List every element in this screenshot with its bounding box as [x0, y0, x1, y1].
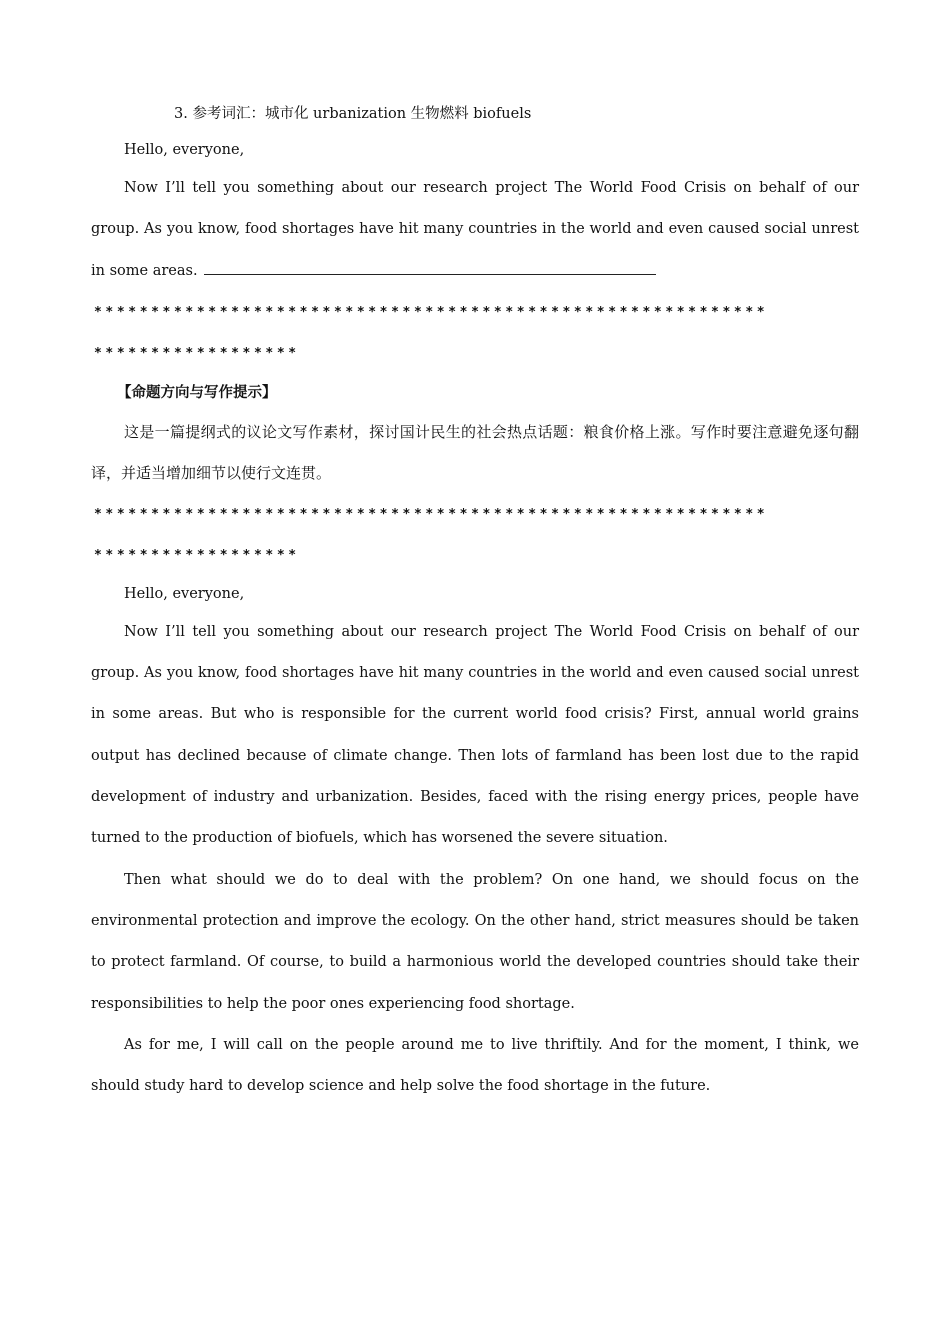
- section-heading: 【命题方向与写作提示】: [117, 384, 277, 401]
- separator-stars: ***********************************************************: [94, 506, 769, 522]
- essay-paragraph-2: Then what should we do to deal with the problem? On one hand, we should focus on the environmental protection and improve the ecology. On the other hand, strict measures should be taken to protect farmland. Of course, to build a harmonious world the developed countries should take their responsibilities to help the poor ones experiencing food shortage.: [91, 871, 859, 1012]
- separator-stars: ******************: [94, 547, 300, 563]
- document-page: [91, 96, 859, 1107]
- separator-stars: ******************: [94, 345, 300, 361]
- answer-blank: [204, 260, 656, 275]
- greeting-line: Hello, everyone,: [124, 142, 245, 158]
- essay-paragraph-3: As for me, I will call on the people around me to live thriftily. And for the moment, I think, we should study hard to develop science and help solve the food shortage in the future.: [91, 1036, 859, 1095]
- vocab-hint-item: 3. 参考词汇：城市化 urbanization 生物燃料 biofuels: [174, 106, 532, 122]
- essay-greeting: Hello, everyone,: [124, 585, 245, 602]
- intro-paragraph: [91, 168, 859, 292]
- essay-paragraph-1: Now I’ll tell you something about our research project The World Food Crisis on behalf of our group. As you know, food shortages have hit many countries in the world and even caused social unrest in some areas. But who is responsible for the current world food crisis? First, annual world grains output has declined because of climate change. Then lots of farmland has been lost due to the rapid development of industry and urbanization. Besides, faced with the rising energy prices, people have turned to the production of biofuels, which has worsened the severe situation.: [91, 623, 859, 847]
- separator-stars: ***********************************************************: [94, 304, 769, 320]
- intro-text: Now I’ll tell you something about our research project The World Food Crisis on behalf of our group. As you know, food shortages have hit many countries in the world and even caused social unrest in some areas.: [91, 180, 859, 279]
- tips-paragraph: 这是一篇提纲式的议论文写作素材，探讨国计民生的社会热点话题：粮食价格上涨。写作时要注意避免逐句翻译，并适当增加细节以使行文连贯。: [91, 422, 859, 482]
